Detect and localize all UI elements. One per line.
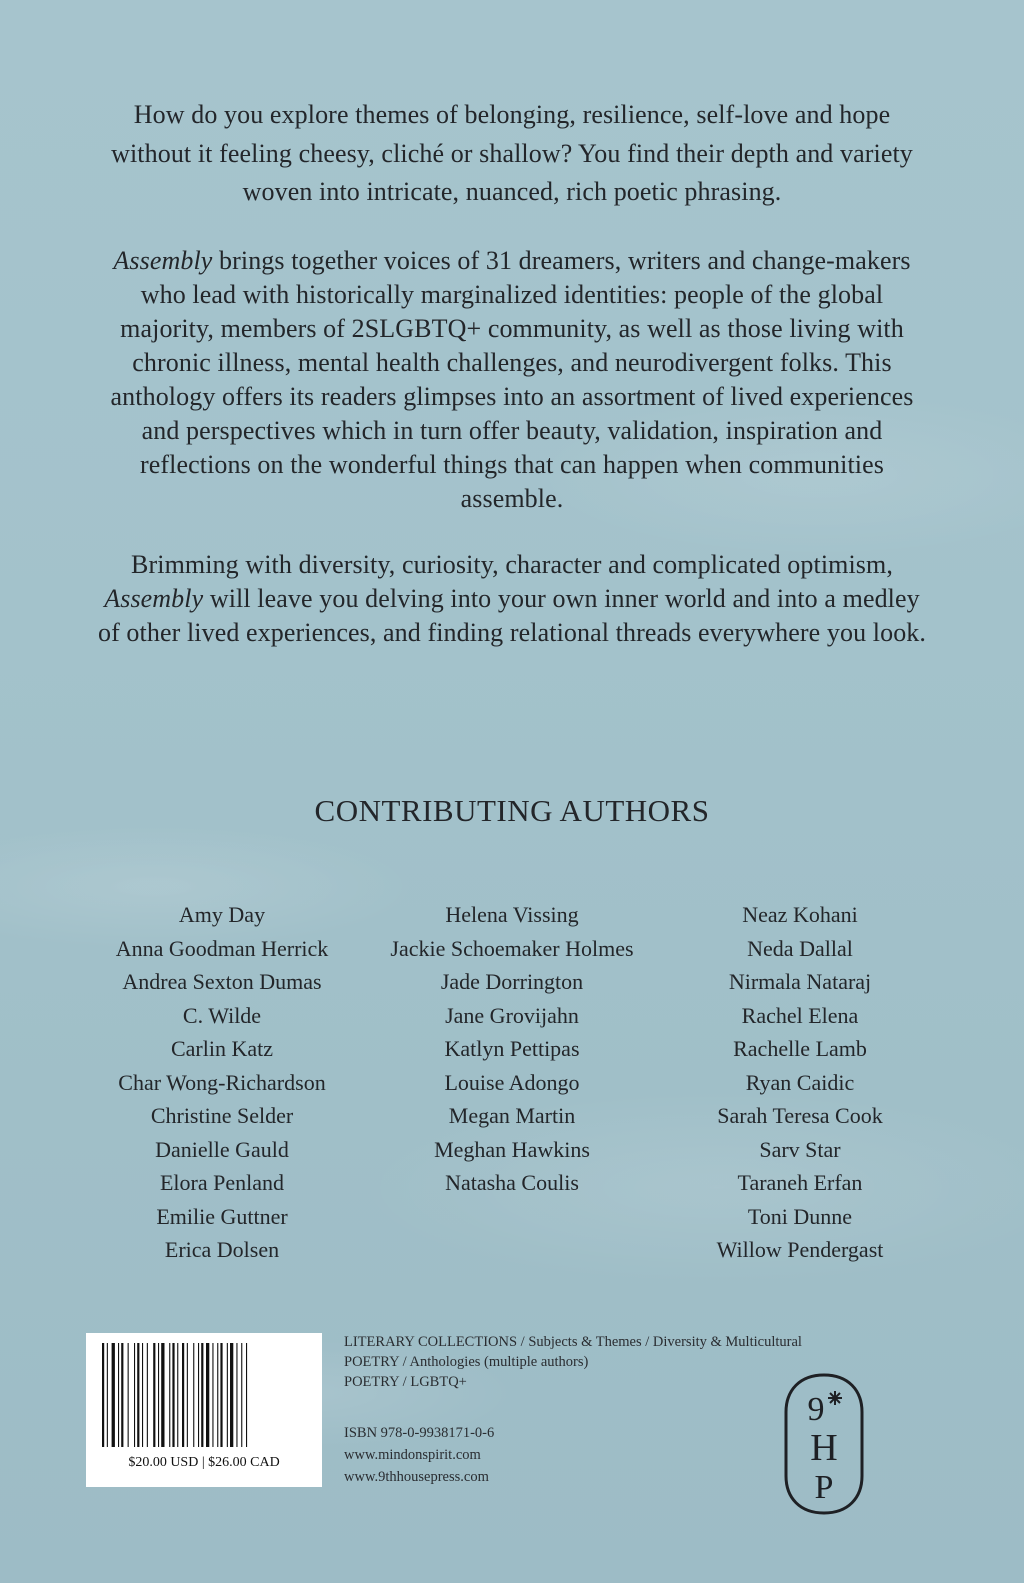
author-name: Sarah Teresa Cook [717, 1103, 883, 1128]
logo-text-top: 9 [807, 1391, 825, 1428]
category-line: POETRY / LGBTQ+ [344, 1374, 467, 1390]
bisac-categories [344, 1332, 802, 1392]
author-name: Jane Grovijahn [445, 1002, 579, 1028]
barcode [102, 1343, 306, 1447]
blurb-paragraph-3-start: Brimming with diversity, curiosity, character and complicated optimism, [131, 549, 893, 579]
publishing-info [344, 1422, 494, 1488]
author-name: Carlin Katz [170, 1036, 274, 1061]
author-name: Erica Dolsen [164, 1237, 280, 1262]
website-link[interactable]: www.9thhousepress.com [344, 1469, 489, 1485]
9th-house-press-logo-icon [778, 1372, 870, 1516]
book-title-italic: Assembly [104, 583, 204, 613]
category-line: LITERARY COLLECTIONS / Subjects & Themes / Diversity & Multicultural [344, 1334, 802, 1350]
blurb-paragraph-2-text: brings together voices of 31 dreamers, writers and change-makers who lead with historically marginalized identities: people of the global majority, members of 2SLGBTQ+ community, as well as those living with chronic illness, mental health challenges, and neurodivergent folks. This anthology offers its readers glimpses into an assortment of lived experiences and perspectives which in turn offer beauty, validation, inspiration and reflections on the wonderful things that can happen when communities assemble. [110, 245, 914, 513]
author-name: Nirmala Nataraj [728, 969, 872, 994]
author-name: Danielle Gauld [155, 1136, 289, 1162]
author-name: Megan Martin [448, 1103, 576, 1128]
logo-text-middle: H [810, 1427, 838, 1469]
book-blurb [92, 96, 932, 682]
star-icon [828, 1391, 842, 1405]
authors-column-2 [362, 898, 662, 1200]
author-name: Helena Vissing [445, 902, 579, 927]
author-name: Rachelle Lamb [733, 1036, 867, 1061]
logo-text-bottom: P [814, 1469, 834, 1506]
blurb-paragraph-2 [92, 244, 932, 516]
author-name: Christine Selder [150, 1103, 294, 1128]
author-name: Neda Dallal [747, 935, 853, 961]
author-name: C. Wilde [182, 1002, 262, 1028]
author-name: Ryan Caidic [745, 1069, 855, 1095]
author-name: Jade Dorrington [440, 969, 584, 994]
blurb-paragraph-1: How do you explore themes of belonging, resilience, self-love and hope without it feeling cheesy, cliché or shallow? You find their depth and variety woven into intricate, nuanced, rich poetic phrasing. [111, 100, 913, 206]
author-name: Toni Dunne [747, 1203, 853, 1229]
blurb-paragraph-3-end: will leave you delving into your own inner world and into a medley of other lived experiences, and finding relational threads everywhere you look. [97, 583, 927, 647]
authors-column-1 [72, 898, 372, 1267]
author-name: Emilie Guttner [156, 1203, 288, 1229]
author-name: Anna Goodman Herrick [115, 935, 329, 961]
author-name: Rachel Elena [741, 1002, 859, 1028]
author-name: Taraneh Erfan [737, 1170, 863, 1195]
author-name: Elora Penland [159, 1170, 285, 1195]
author-name: Louise Adongo [444, 1069, 580, 1095]
author-name: Amy Day [178, 902, 266, 927]
isbn-number: ISBN 978-0-9938171-0-6 [344, 1425, 495, 1441]
author-name: Katlyn Pettipas [444, 1036, 580, 1061]
author-name: Jackie Schoemaker Holmes [390, 935, 634, 961]
author-name: Natasha Coulis [445, 1170, 579, 1195]
barcode-box [86, 1333, 322, 1487]
category-line: POETRY / Anthologies (multiple authors) [344, 1354, 589, 1370]
author-name: Andrea Sexton Dumas [122, 969, 322, 994]
author-name: Sarv Star [759, 1136, 841, 1162]
author-name: Char Wong-Richardson [118, 1069, 326, 1095]
price-label: $20.00 USD | $26.00 CAD [128, 1455, 280, 1470]
contributing-authors-heading: CONTRIBUTING AUTHORS [314, 793, 710, 828]
author-name: Willow Pendergast [716, 1237, 884, 1262]
website-link[interactable]: www.mindonspirit.com [344, 1447, 481, 1463]
blurb-paragraph-3 [92, 548, 932, 650]
authors-column-3 [650, 898, 950, 1267]
book-title-italic: Assembly [113, 245, 213, 275]
author-name: Meghan Hawkins [434, 1136, 590, 1162]
author-name: Neaz Kohani [742, 902, 858, 927]
